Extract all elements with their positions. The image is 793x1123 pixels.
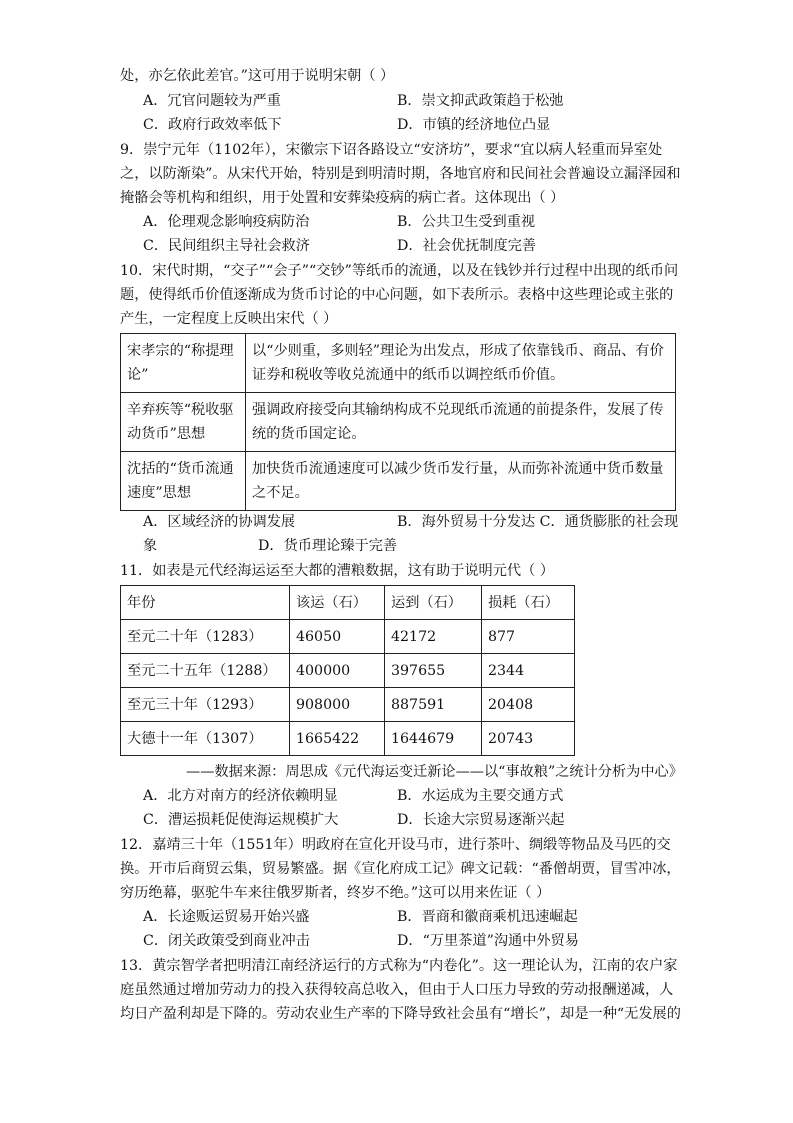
- q9-option-c[interactable]: C．民间组织主导社会救济: [143, 238, 310, 254]
- q8-stem-tail: 处，亦乞依此差官。”这可用于说明宋朝（ ）: [120, 68, 395, 84]
- table-cell-content: [246, 452, 676, 511]
- q13-stem-line3: 均日产盈利却是下降的。劳动农业生产率的下降导致社会虽有“增长”，却是一种“无发展的: [120, 1006, 681, 1022]
- table-cell-theory: [121, 393, 246, 452]
- cell-line: 辛弃疾等“税收驱: [127, 402, 234, 418]
- q10-option-b-c[interactable]: B．海外贸易十分发达 C．通货膨胀的社会现: [397, 514, 679, 530]
- table-row: [121, 654, 575, 688]
- cell-line: 加快货币流通速度可以减少货币发行量，从而弥补流通中货币数量: [252, 461, 664, 477]
- q12-option-a[interactable]: A．长途贩运贸易开始兴盛: [143, 909, 310, 925]
- table-row: [121, 393, 676, 452]
- table-row: [121, 334, 676, 393]
- q9-stem-line1: 9．崇宁元年（1102年），宋徽宗下诏各路设立“安济坊”，要求“宜以病人轻重而异室处: [120, 142, 663, 158]
- q13-stem-line2: 庭虽然通过增加劳动力的投入获得较高总收入，但由于人口压力导致的劳动报酬递减，人: [120, 982, 674, 998]
- q10-option-d[interactable]: D．货币理论臻于完善: [258, 538, 398, 554]
- table-cell: 397655: [385, 654, 482, 688]
- table-cell: 42172: [385, 620, 482, 654]
- table-row: [121, 722, 575, 756]
- q11-stem: 11．如表是元代经海运运至大都的漕粮数据，这有助于说明元代（ ）: [120, 563, 555, 579]
- q9-option-a[interactable]: A．伦理观念影响疫病防治: [143, 214, 310, 230]
- table-cell: 20743: [482, 722, 575, 756]
- table-cell: 1665422: [290, 722, 385, 756]
- table-cell-content: [246, 334, 676, 393]
- q12-stem-line2: 换。开市后商贸云集，贸易繁盛。据《宣化府成工记》碑文记载：“番僧胡贾，冒雪冲冰，: [120, 861, 681, 877]
- q9-stem-line3: 掩骼会等机构和组织，用于处置和安葬染疫病的病亡者。这体现出（ ）: [120, 190, 565, 206]
- cell-line: 统的货币国定论。: [252, 426, 366, 442]
- table-header-row: [121, 586, 575, 620]
- table-cell: 至元三十年（1293）: [121, 688, 290, 722]
- header-cell: 损耗（石）: [482, 586, 575, 620]
- cell-line: 论”: [127, 367, 149, 383]
- q12-stem-line3: 穷历绝幕，驱驼牛车来往俄罗斯者，终岁不绝。”这可以用来佐证（ ）: [120, 885, 551, 901]
- q11-option-b[interactable]: B．水运成为主要交通方式: [397, 788, 564, 804]
- table-cell: 877: [482, 620, 575, 654]
- q12-option-c[interactable]: C．闭关政策受到商业冲击: [143, 933, 310, 949]
- table-source-note: ——数据来源：周思成《元代海运变迁新论——以“事故粮”之统计分析为中心》: [186, 764, 683, 780]
- table-row: [121, 452, 676, 511]
- q10-stem-line1: 10．宋代时期，“交子”“会子”“交钞”等纸币的流通，以及在钱钞并行过程中出现的纸币问: [120, 263, 679, 279]
- cell-line: 强调政府接受向其输纳构成不兑现纸币流通的前提条件，发展了传: [252, 402, 664, 418]
- q11-option-c[interactable]: C．漕运损耗促使海运规模扩大: [143, 812, 339, 828]
- q10-option-c-wrap[interactable]: 象: [143, 538, 158, 554]
- table-cell: 至元二十五年（1288）: [121, 654, 290, 688]
- q10-option-a[interactable]: A．区域经济的协调发展: [143, 514, 296, 530]
- q9-stem-line2: 之，以防渐染”。从宋代开始，特别是到明清时期，各地官府和民间社会普遍设立漏泽园和: [120, 166, 681, 182]
- q8-option-b[interactable]: B．崇文抑武政策趋于松弛: [397, 93, 564, 109]
- table-cell-theory: [121, 452, 246, 511]
- cell-line: 以“少则重，多则轻”理论为出发点，形成了依靠钱币、商品、有价: [252, 343, 664, 359]
- table-row: [121, 688, 575, 722]
- q8-option-c[interactable]: C．政府行政效率低下: [143, 117, 282, 133]
- cell-line: 速度”思想: [127, 485, 192, 501]
- table-cell: 2344: [482, 654, 575, 688]
- q12-stem-line1: 12．嘉靖三十年（1551年）明政府在宣化开设马市，进行茶叶、绸缎等物品及马匹的交: [120, 837, 671, 853]
- header-cell: 运到（石）: [385, 586, 482, 620]
- q10-stem-line2: 题，使得纸币价值逐渐成为货币讨论的中心问题，如下表所示。表格中这些理论或主张的: [120, 287, 674, 303]
- q11-option-a[interactable]: A．北方对南方的经济依赖明显: [143, 788, 338, 804]
- cell-line: 证券和税收等收兑流通中的纸币以调控纸币价值。: [252, 367, 565, 383]
- table-cell-content: [246, 393, 676, 452]
- table-cell: 46050: [290, 620, 385, 654]
- q13-stem-line1: 13．黄宗智学者把明清江南经济运行的方式称为“内卷化”。这一理论认为，江南的农户家: [120, 958, 678, 974]
- q9-option-b[interactable]: B．公共卫生受到重视: [397, 214, 536, 230]
- q9-option-d[interactable]: D．社会优抚制度完善: [397, 238, 537, 254]
- cell-line: 动货币”思想: [127, 426, 206, 442]
- q12-option-d[interactable]: D．“万里茶道”沟通中外贸易: [397, 933, 579, 949]
- header-cell: 该运（石）: [290, 586, 385, 620]
- q8-option-d[interactable]: D．市镇的经济地位凸显: [397, 117, 551, 133]
- q11-grain-table: [120, 585, 575, 756]
- header-cell: 年份: [121, 586, 290, 620]
- q8-option-a[interactable]: A．冗官问题较为严重: [143, 93, 281, 109]
- table-cell: 1644679: [385, 722, 482, 756]
- q11-option-d[interactable]: D．长途大宗贸易逐渐兴起: [397, 812, 565, 828]
- table-cell: 大德十一年（1307）: [121, 722, 290, 756]
- cell-line: 之不足。: [252, 485, 309, 501]
- table-cell: 887591: [385, 688, 482, 722]
- table-cell-theory: [121, 334, 246, 393]
- q10-stem-line3: 产生，一定程度上反映出宋代（ ）: [120, 311, 338, 327]
- table-row: [121, 620, 575, 654]
- table-cell: 908000: [290, 688, 385, 722]
- q12-option-b[interactable]: B．晋商和徽商乘机迅速崛起: [397, 909, 578, 925]
- table-cell: 20408: [482, 688, 575, 722]
- table-cell: 400000: [290, 654, 385, 688]
- cell-line: 宋孝宗的“称提理: [127, 343, 234, 359]
- table-cell: 至元二十年（1283）: [121, 620, 290, 654]
- cell-line: 沈括的“货币流通: [127, 461, 234, 477]
- q10-theory-table: [120, 333, 676, 511]
